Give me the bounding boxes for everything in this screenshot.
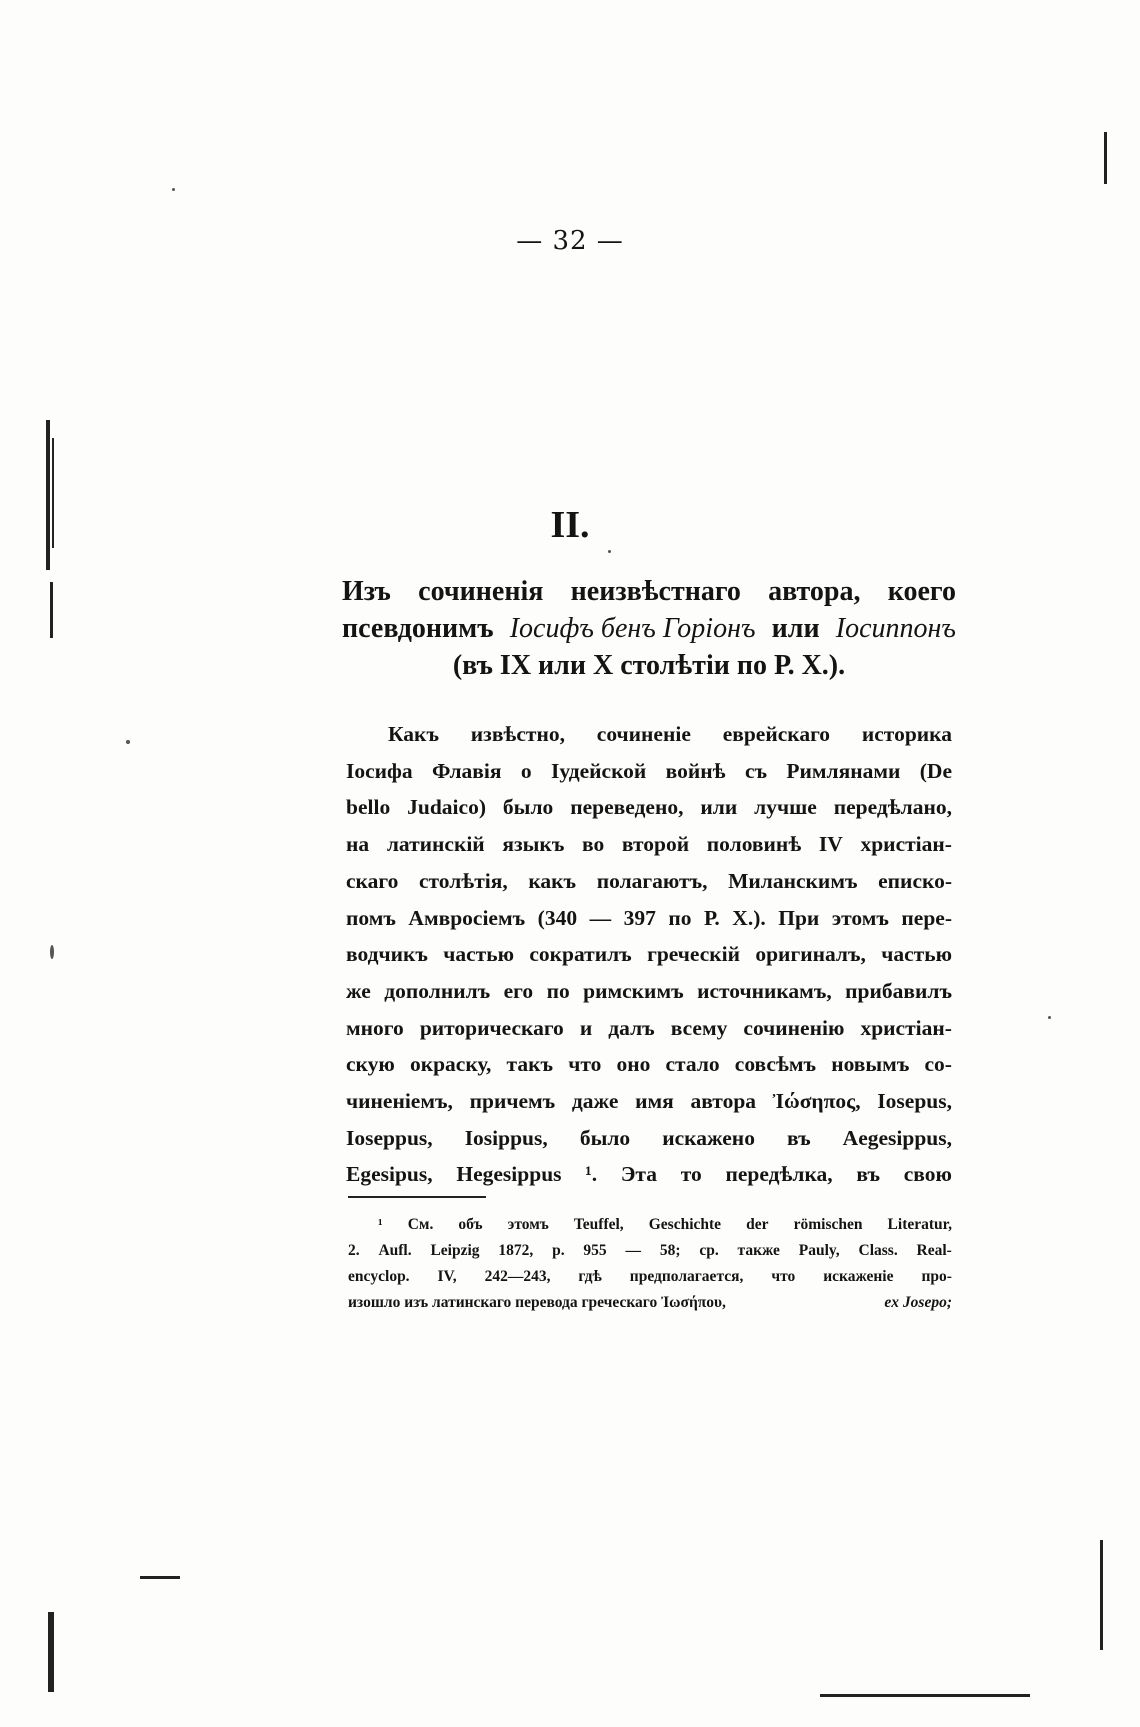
word: Флавія bbox=[432, 758, 502, 783]
word: было bbox=[579, 1125, 631, 1150]
word: 397 bbox=[623, 905, 656, 930]
word: Эта bbox=[620, 1162, 657, 1187]
word: частью bbox=[443, 942, 515, 967]
word: имя bbox=[635, 1089, 674, 1114]
word: въ bbox=[787, 1125, 811, 1150]
word: Амвросіемъ bbox=[408, 905, 526, 930]
word: IV, bbox=[437, 1268, 457, 1285]
body-paragraph bbox=[346, 716, 952, 1193]
page-number: — 32 — bbox=[516, 226, 624, 256]
word: такъ bbox=[506, 1052, 554, 1077]
word: гдѣ bbox=[578, 1268, 602, 1285]
scan-margin-mark bbox=[1100, 1540, 1103, 1650]
word: причемъ bbox=[469, 1089, 556, 1114]
word: encyclop. bbox=[348, 1268, 410, 1285]
word: сочиненію bbox=[743, 1015, 845, 1040]
word: въ bbox=[856, 1162, 881, 1187]
heading-word: сочиненія bbox=[418, 576, 544, 607]
heading-word: коего bbox=[887, 576, 956, 607]
word: всему bbox=[670, 1015, 728, 1040]
footnote-text: изошло изъ латинскаго перевода греческаго Ἰωσήπου, bbox=[348, 1294, 726, 1311]
word: во bbox=[582, 832, 605, 857]
word: Egesipus, bbox=[346, 1162, 433, 1187]
word: христіан- bbox=[860, 1015, 952, 1040]
word: скаго bbox=[346, 868, 399, 893]
word: христіан- bbox=[860, 832, 952, 857]
word: p. bbox=[552, 1242, 565, 1259]
word: и bbox=[579, 1015, 593, 1040]
scan-speck bbox=[126, 740, 130, 744]
word: der bbox=[746, 1216, 769, 1233]
word: — bbox=[589, 905, 612, 930]
word: что bbox=[568, 1052, 602, 1077]
word: войнѣ bbox=[665, 758, 726, 783]
section-number: II. bbox=[550, 504, 590, 546]
word: еписко- bbox=[878, 868, 952, 893]
word: новымъ bbox=[831, 1052, 910, 1077]
word: Pauly, bbox=[798, 1242, 840, 1259]
word: далъ bbox=[608, 1015, 655, 1040]
footnote-line bbox=[348, 1212, 952, 1238]
word: — bbox=[625, 1242, 641, 1259]
word: этомъ bbox=[507, 1216, 549, 1233]
heading-word: или bbox=[771, 613, 820, 644]
scan-speck bbox=[172, 188, 175, 191]
word: оно bbox=[616, 1052, 651, 1077]
word: историка bbox=[861, 722, 952, 746]
word: этомъ bbox=[831, 905, 889, 930]
word: Iosepus, bbox=[877, 1089, 952, 1114]
heading-date: (въ IX или X столѣтіи по Р. Х.). bbox=[452, 650, 846, 681]
word: еврейскаго bbox=[722, 722, 831, 746]
heading-line-1 bbox=[342, 573, 956, 610]
word: водчикъ bbox=[346, 942, 428, 967]
word: его bbox=[503, 978, 534, 1003]
heading-line-3 bbox=[342, 647, 956, 684]
word: предполагается, bbox=[629, 1268, 744, 1285]
word: При bbox=[778, 905, 820, 930]
word: Teuffel, bbox=[573, 1216, 624, 1233]
scan-speck bbox=[1048, 1016, 1051, 1019]
body-line bbox=[346, 1083, 952, 1120]
word: свою bbox=[903, 1162, 952, 1187]
word: какъ bbox=[528, 868, 577, 893]
word: Literatur, bbox=[887, 1216, 952, 1233]
heading-pseudonym: Іосифъ бенъ Горіонъ bbox=[509, 613, 756, 644]
scan-margin-mark bbox=[52, 438, 54, 548]
word: оригиналъ, bbox=[755, 942, 866, 967]
scan-speck bbox=[608, 550, 611, 553]
footnote-line bbox=[348, 1264, 952, 1290]
word: Real- bbox=[916, 1242, 952, 1259]
footnote-line bbox=[348, 1238, 952, 1264]
word: окраску, bbox=[409, 1052, 492, 1077]
body-line bbox=[346, 789, 952, 826]
word: (De bbox=[919, 758, 952, 783]
word: риторическаго bbox=[419, 1015, 564, 1040]
heading-pseudonym: Іосиппонъ bbox=[835, 613, 956, 644]
word: на bbox=[346, 832, 370, 857]
word: чиненіемъ, bbox=[346, 1089, 453, 1114]
heading-word: Изъ bbox=[342, 576, 391, 607]
word: Aegesippus, bbox=[842, 1125, 952, 1150]
word: 1872, bbox=[498, 1242, 534, 1259]
word: См. bbox=[407, 1216, 434, 1233]
word: или bbox=[700, 795, 738, 820]
word: столѣтія, bbox=[418, 868, 508, 893]
word: скую bbox=[346, 1052, 395, 1077]
word: объ bbox=[458, 1216, 483, 1233]
body-line bbox=[346, 1010, 952, 1047]
heading-word: псевдонимъ bbox=[342, 613, 494, 644]
word: IV bbox=[818, 832, 843, 857]
word: по bbox=[668, 905, 692, 930]
word: половинѣ bbox=[706, 832, 802, 857]
word: ср. bbox=[699, 1242, 719, 1259]
word: прибавилъ bbox=[845, 978, 952, 1003]
word: Іосифа bbox=[346, 758, 413, 783]
scan-margin-mark bbox=[50, 582, 53, 638]
word: ¹ bbox=[378, 1216, 383, 1233]
body-line bbox=[346, 863, 952, 900]
word: Ἰώσηπος, bbox=[772, 1089, 861, 1114]
word: переведено, bbox=[570, 795, 684, 820]
word: искажено bbox=[662, 1125, 755, 1150]
word: Aufl. bbox=[378, 1242, 412, 1259]
word: то bbox=[680, 1162, 702, 1187]
word: 58; bbox=[659, 1242, 681, 1259]
word: что bbox=[771, 1268, 796, 1285]
word: про- bbox=[921, 1268, 952, 1285]
word: сократилъ bbox=[529, 942, 632, 967]
body-line bbox=[346, 753, 952, 790]
scan-margin-mark bbox=[140, 1576, 180, 1579]
footnote-line bbox=[348, 1290, 952, 1316]
word: передѣлка, bbox=[725, 1162, 833, 1187]
word: Ioseppus, bbox=[346, 1125, 433, 1150]
scan-margin-mark bbox=[820, 1694, 1030, 1697]
heading-line-2 bbox=[342, 610, 956, 647]
word: о bbox=[520, 758, 532, 783]
word: полагаютъ, bbox=[596, 868, 708, 893]
word: автора bbox=[690, 1089, 757, 1114]
word: Iosippus, bbox=[464, 1125, 548, 1150]
word: Миланскимъ bbox=[728, 868, 858, 893]
body-line bbox=[346, 826, 952, 863]
word: 955 bbox=[583, 1242, 607, 1259]
scan-speck bbox=[50, 945, 54, 959]
word: Leipzig bbox=[430, 1242, 480, 1259]
body-line bbox=[346, 1120, 952, 1157]
body-line bbox=[346, 1046, 952, 1083]
word: много bbox=[346, 1015, 404, 1040]
heading-word: неизвѣстнаго bbox=[570, 576, 741, 607]
section-heading bbox=[342, 573, 956, 684]
word: второй bbox=[621, 832, 690, 857]
word: bello bbox=[346, 795, 391, 820]
word: передѣлано, bbox=[833, 795, 952, 820]
scan-margin-mark bbox=[1104, 132, 1107, 184]
word: 242—243, bbox=[484, 1268, 551, 1285]
body-line bbox=[346, 973, 952, 1010]
body-line bbox=[346, 900, 952, 937]
word: языкъ bbox=[502, 832, 565, 857]
word: со- bbox=[924, 1052, 952, 1077]
word: стало bbox=[665, 1052, 720, 1077]
word: латинскій bbox=[386, 832, 485, 857]
word: Class. bbox=[858, 1242, 898, 1259]
word: совсѣмъ bbox=[734, 1052, 817, 1077]
word: римскимъ bbox=[583, 978, 684, 1003]
word: также bbox=[737, 1242, 780, 1259]
word: греческій bbox=[647, 942, 741, 967]
footnote bbox=[348, 1212, 952, 1316]
scan-margin-mark bbox=[48, 1612, 54, 1692]
word: помъ bbox=[346, 905, 396, 930]
word: (340 bbox=[537, 905, 578, 930]
word: даже bbox=[571, 1089, 619, 1114]
scan-margin-mark bbox=[46, 420, 50, 570]
word: извѣстно, bbox=[470, 722, 565, 746]
footnote-latin: ex Josepo; bbox=[884, 1294, 952, 1311]
word: römischen bbox=[793, 1216, 863, 1233]
word: Х.). bbox=[732, 905, 766, 930]
word: частью bbox=[881, 942, 952, 967]
footnote-rule bbox=[348, 1196, 486, 1198]
word: ¹. bbox=[585, 1162, 598, 1187]
word: 2. bbox=[348, 1242, 360, 1259]
word: по bbox=[546, 978, 570, 1003]
word: было bbox=[502, 795, 554, 820]
body-line bbox=[346, 716, 952, 753]
word: лучше bbox=[754, 795, 817, 820]
word: же bbox=[346, 978, 371, 1003]
word: сочиненіе bbox=[596, 722, 691, 746]
word: Р. bbox=[703, 905, 720, 930]
word: Римлянами bbox=[786, 758, 901, 783]
word: Іудейской bbox=[550, 758, 647, 783]
body-line bbox=[346, 936, 952, 973]
body-line bbox=[346, 1156, 952, 1193]
word: Hegesippus bbox=[456, 1162, 562, 1187]
word: дополнилъ bbox=[384, 978, 491, 1003]
word: искаженіе bbox=[823, 1268, 894, 1285]
heading-word: автора, bbox=[768, 576, 861, 607]
word: источникамъ, bbox=[697, 978, 832, 1003]
word: съ bbox=[744, 758, 768, 783]
word: Geschichte bbox=[648, 1216, 722, 1233]
word: пере- bbox=[901, 905, 952, 930]
word: Judaico) bbox=[407, 795, 486, 820]
word: Какъ bbox=[388, 722, 439, 746]
